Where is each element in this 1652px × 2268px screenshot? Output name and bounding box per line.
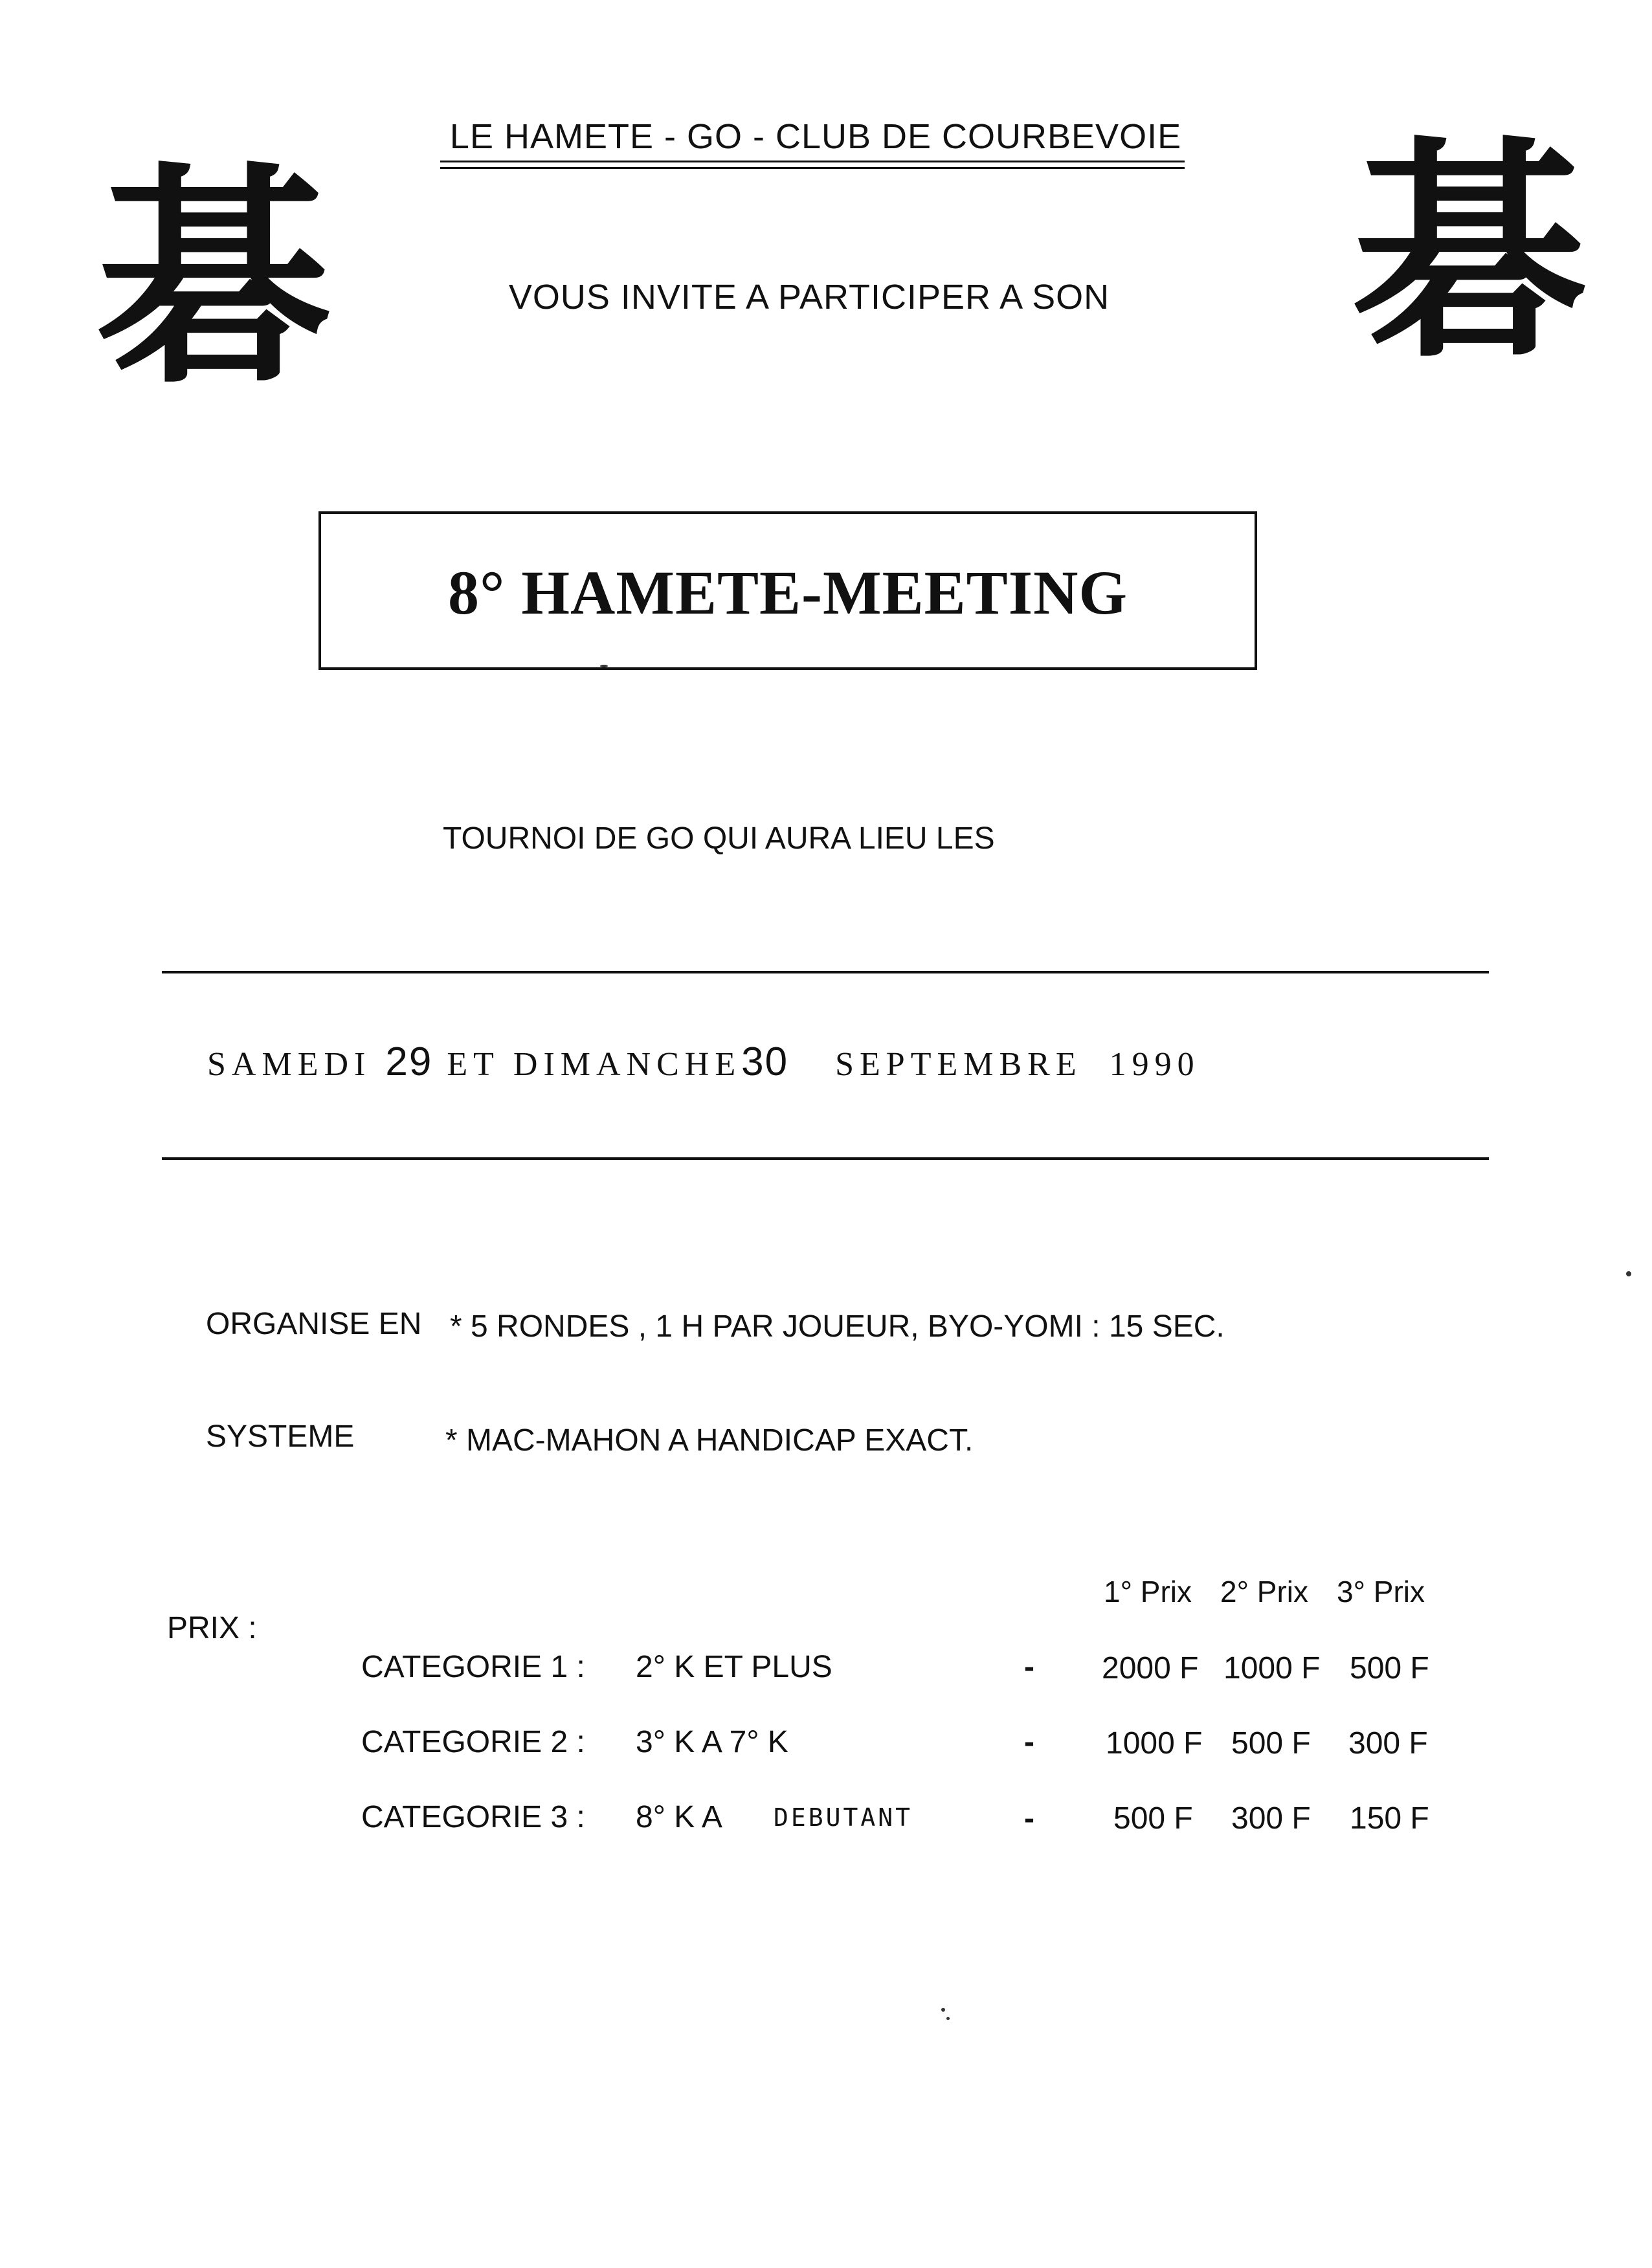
category-2-prize-2: 500 F: [1231, 1726, 1311, 1761]
category-3-dash: -: [1024, 1801, 1034, 1836]
category-2-prize-3: 300 F: [1348, 1726, 1428, 1761]
date-samedi: SAMEDI: [207, 1046, 372, 1083]
invite-text: VOUS INVITE A PARTICIPER A SON: [508, 278, 1110, 317]
header-underline-2: [440, 167, 1185, 169]
category-3-prize-1: 500 F: [1113, 1801, 1193, 1836]
date-bottom-rule: [162, 1157, 1489, 1160]
header-underline-1: [440, 161, 1185, 162]
category-3-prize-2: 300 F: [1231, 1801, 1311, 1836]
category-1-range: 2° K ET PLUS: [636, 1650, 832, 1684]
date-day2: 30: [741, 1040, 789, 1084]
prize-header-1: 1° Prix: [1104, 1575, 1192, 1608]
event-title: 8° HAMETE-MEETING: [447, 558, 1128, 627]
category-1-name: CATEGORIE 1 :: [361, 1650, 585, 1684]
date-month: SEPTEMBRE: [835, 1046, 1082, 1083]
scan-speck: [946, 2017, 950, 2020]
club-name: LE HAMETE - GO - CLUB DE COURBEVOIE: [449, 117, 1182, 156]
event-date: [207, 1039, 1489, 1085]
category-1-prize-1: 2000 F: [1102, 1651, 1199, 1685]
date-et-dimanche: ET DIMANCHE: [447, 1046, 742, 1083]
go-kanji-right: 碁: [1353, 115, 1586, 389]
systeme-value: * MAC-MAHON A HANDICAP EXACT.: [445, 1423, 974, 1458]
category-3-range: 8° K A: [636, 1800, 722, 1834]
scan-speck: [1626, 1271, 1631, 1276]
category-3-range-handwritten: DEBUTANT: [774, 1803, 913, 1832]
prizes-label: PRIX :: [167, 1611, 257, 1645]
scan-speck: [600, 665, 608, 667]
category-2-name: CATEGORIE 2 :: [361, 1725, 585, 1759]
scan-speck: [941, 2008, 945, 2012]
prize-header-2: 2° Prix: [1220, 1575, 1308, 1608]
tournament-intro: TOURNOI DE GO QUI AURA LIEU LES: [443, 821, 995, 856]
category-3-name: CATEGORIE 3 :: [361, 1800, 585, 1834]
prize-header-3: 3° Prix: [1337, 1575, 1425, 1608]
date-day1: 29: [385, 1040, 433, 1084]
category-3-prize-3: 150 F: [1350, 1801, 1429, 1836]
systeme-label: SYSTEME: [206, 1419, 355, 1454]
category-2-dash: -: [1024, 1725, 1034, 1759]
category-1-dash: -: [1024, 1650, 1034, 1684]
organise-label: ORGANISE EN: [206, 1307, 422, 1341]
go-kanji-left: 碁: [97, 141, 330, 415]
category-1-prize-3: 500 F: [1350, 1651, 1429, 1685]
category-1-prize-2: 1000 F: [1223, 1651, 1321, 1685]
category-2-prize-1: 1000 F: [1106, 1726, 1203, 1761]
date-year: 1990: [1109, 1046, 1200, 1083]
date-top-rule: [162, 971, 1489, 973]
category-2-range: 3° K A 7° K: [636, 1725, 788, 1759]
organise-value: * 5 RONDES , 1 H PAR JOUEUR, BYO-YOMI : 15 SEC.: [450, 1309, 1225, 1344]
